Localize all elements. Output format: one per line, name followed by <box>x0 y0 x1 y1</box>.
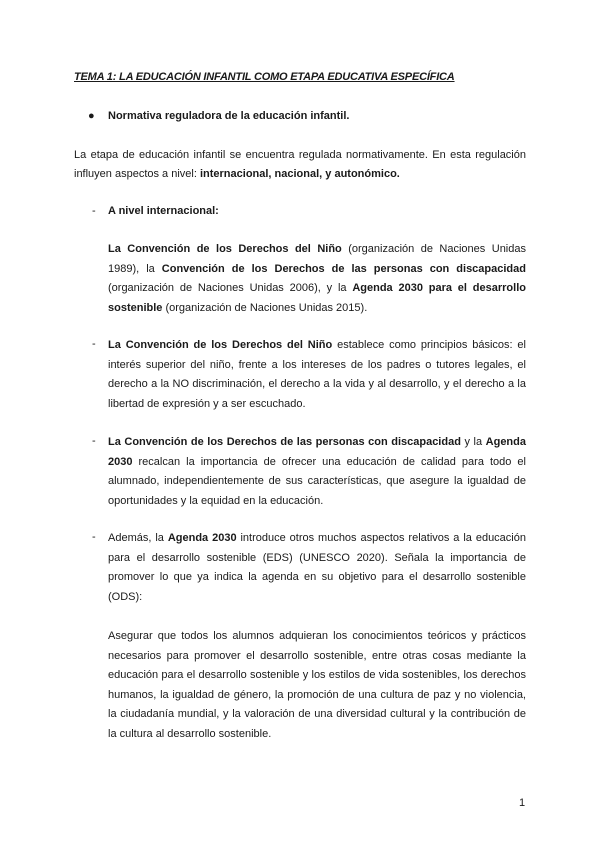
intro-bold: internacional, nacional, y autonómico. <box>199 168 400 180</box>
bold-agenda-2030: Agenda 2030 <box>108 436 526 468</box>
list-item-disability-agenda <box>108 433 526 511</box>
list-item-agenda-eds <box>108 529 526 607</box>
bold-convention-disability: Convención de los Derechos de las personas con discapacidad <box>161 262 526 275</box>
list-item-child-rights <box>108 336 526 414</box>
bold-agenda-2030: Agenda 2030 <box>167 532 237 544</box>
section-heading-text: A nivel internacional: <box>108 205 219 217</box>
bold-agenda-2030: Agenda 2030 para el desarrollo sostenible <box>108 282 526 314</box>
text-span: establece como principios básicos: el interés superior del niño, frente a los intereses de los padres o tutores legales, el derecho a la NO discriminación, el derecho a la vida y al desarrollo, y el derecho a la libertad de expresión y a ser escuchado. <box>108 339 526 410</box>
text-span: recalcan la importancia de ofrecer una educación de calidad para todo el alumnado, independientemente de sus características, que asegure la igualdad de oportunidades y la equidad en la educación. <box>108 455 526 507</box>
bullet-heading <box>88 110 349 122</box>
bold-convention-disability: La Convención de los Derechos de las personas con discapacidad <box>108 436 461 448</box>
dash-marker: - <box>92 531 96 543</box>
bullet-icon: ● <box>88 110 95 122</box>
intro-paragraph <box>74 146 526 184</box>
intro-text: La etapa de educación infantil se encuentra regulada normativamente. En esta regulación influyen aspectos a nivel: <box>74 149 526 180</box>
text-span: (organización de Naciones Unidas 2015). <box>162 301 368 314</box>
bullet-heading-text: Normativa reguladora de la educación infantil. <box>108 110 350 122</box>
text-span: (organización de Naciones Unidas 1989), la <box>108 243 526 275</box>
paragraph-international <box>108 240 526 318</box>
page-number: 1 <box>519 797 526 809</box>
document-title: TEMA 1: LA EDUCACIÓN INFANTIL COMO ETAPA EDUCATIVA ESPECÍFICA <box>74 71 455 83</box>
bold-convention-child: La Convención de los Derechos del Niño <box>108 243 342 255</box>
text-span: y la <box>460 436 486 448</box>
section-heading <box>92 205 219 217</box>
dash-marker: - <box>92 205 96 217</box>
text-span: introduce otros muchos aspectos relativos a la educación para el desarrollo sostenible (EDS) (UNESCO 2020). Señala la importancia de promover lo que ya indica la agenda en su objetivo para el desarrollo sostenible (ODS): <box>108 532 526 603</box>
dash-marker: - <box>92 338 96 350</box>
bold-convention-child: La Convención de los Derechos del Niño <box>108 339 333 351</box>
text-span: Además, la <box>108 532 168 544</box>
quote-paragraph: Asegurar que todos los alumnos adquieran los conocimientos teóricos y prácticos necesarios para promover el desarrollo sostenible, entre otras cosas mediante la educación para el desarrollo sostenible y los estilos de vida sostenibles, los derechos humanos, la igualdad de género, la promoción de una cultura de paz y no violencia, la ciudadanía mundial, y la valoración de una diversidad cultural y la contribución de la cultura al desarrollo sostenible. <box>108 630 526 740</box>
text-span: (organización de Naciones Unidas 2006), y la <box>108 282 353 294</box>
dash-marker: - <box>92 435 96 447</box>
